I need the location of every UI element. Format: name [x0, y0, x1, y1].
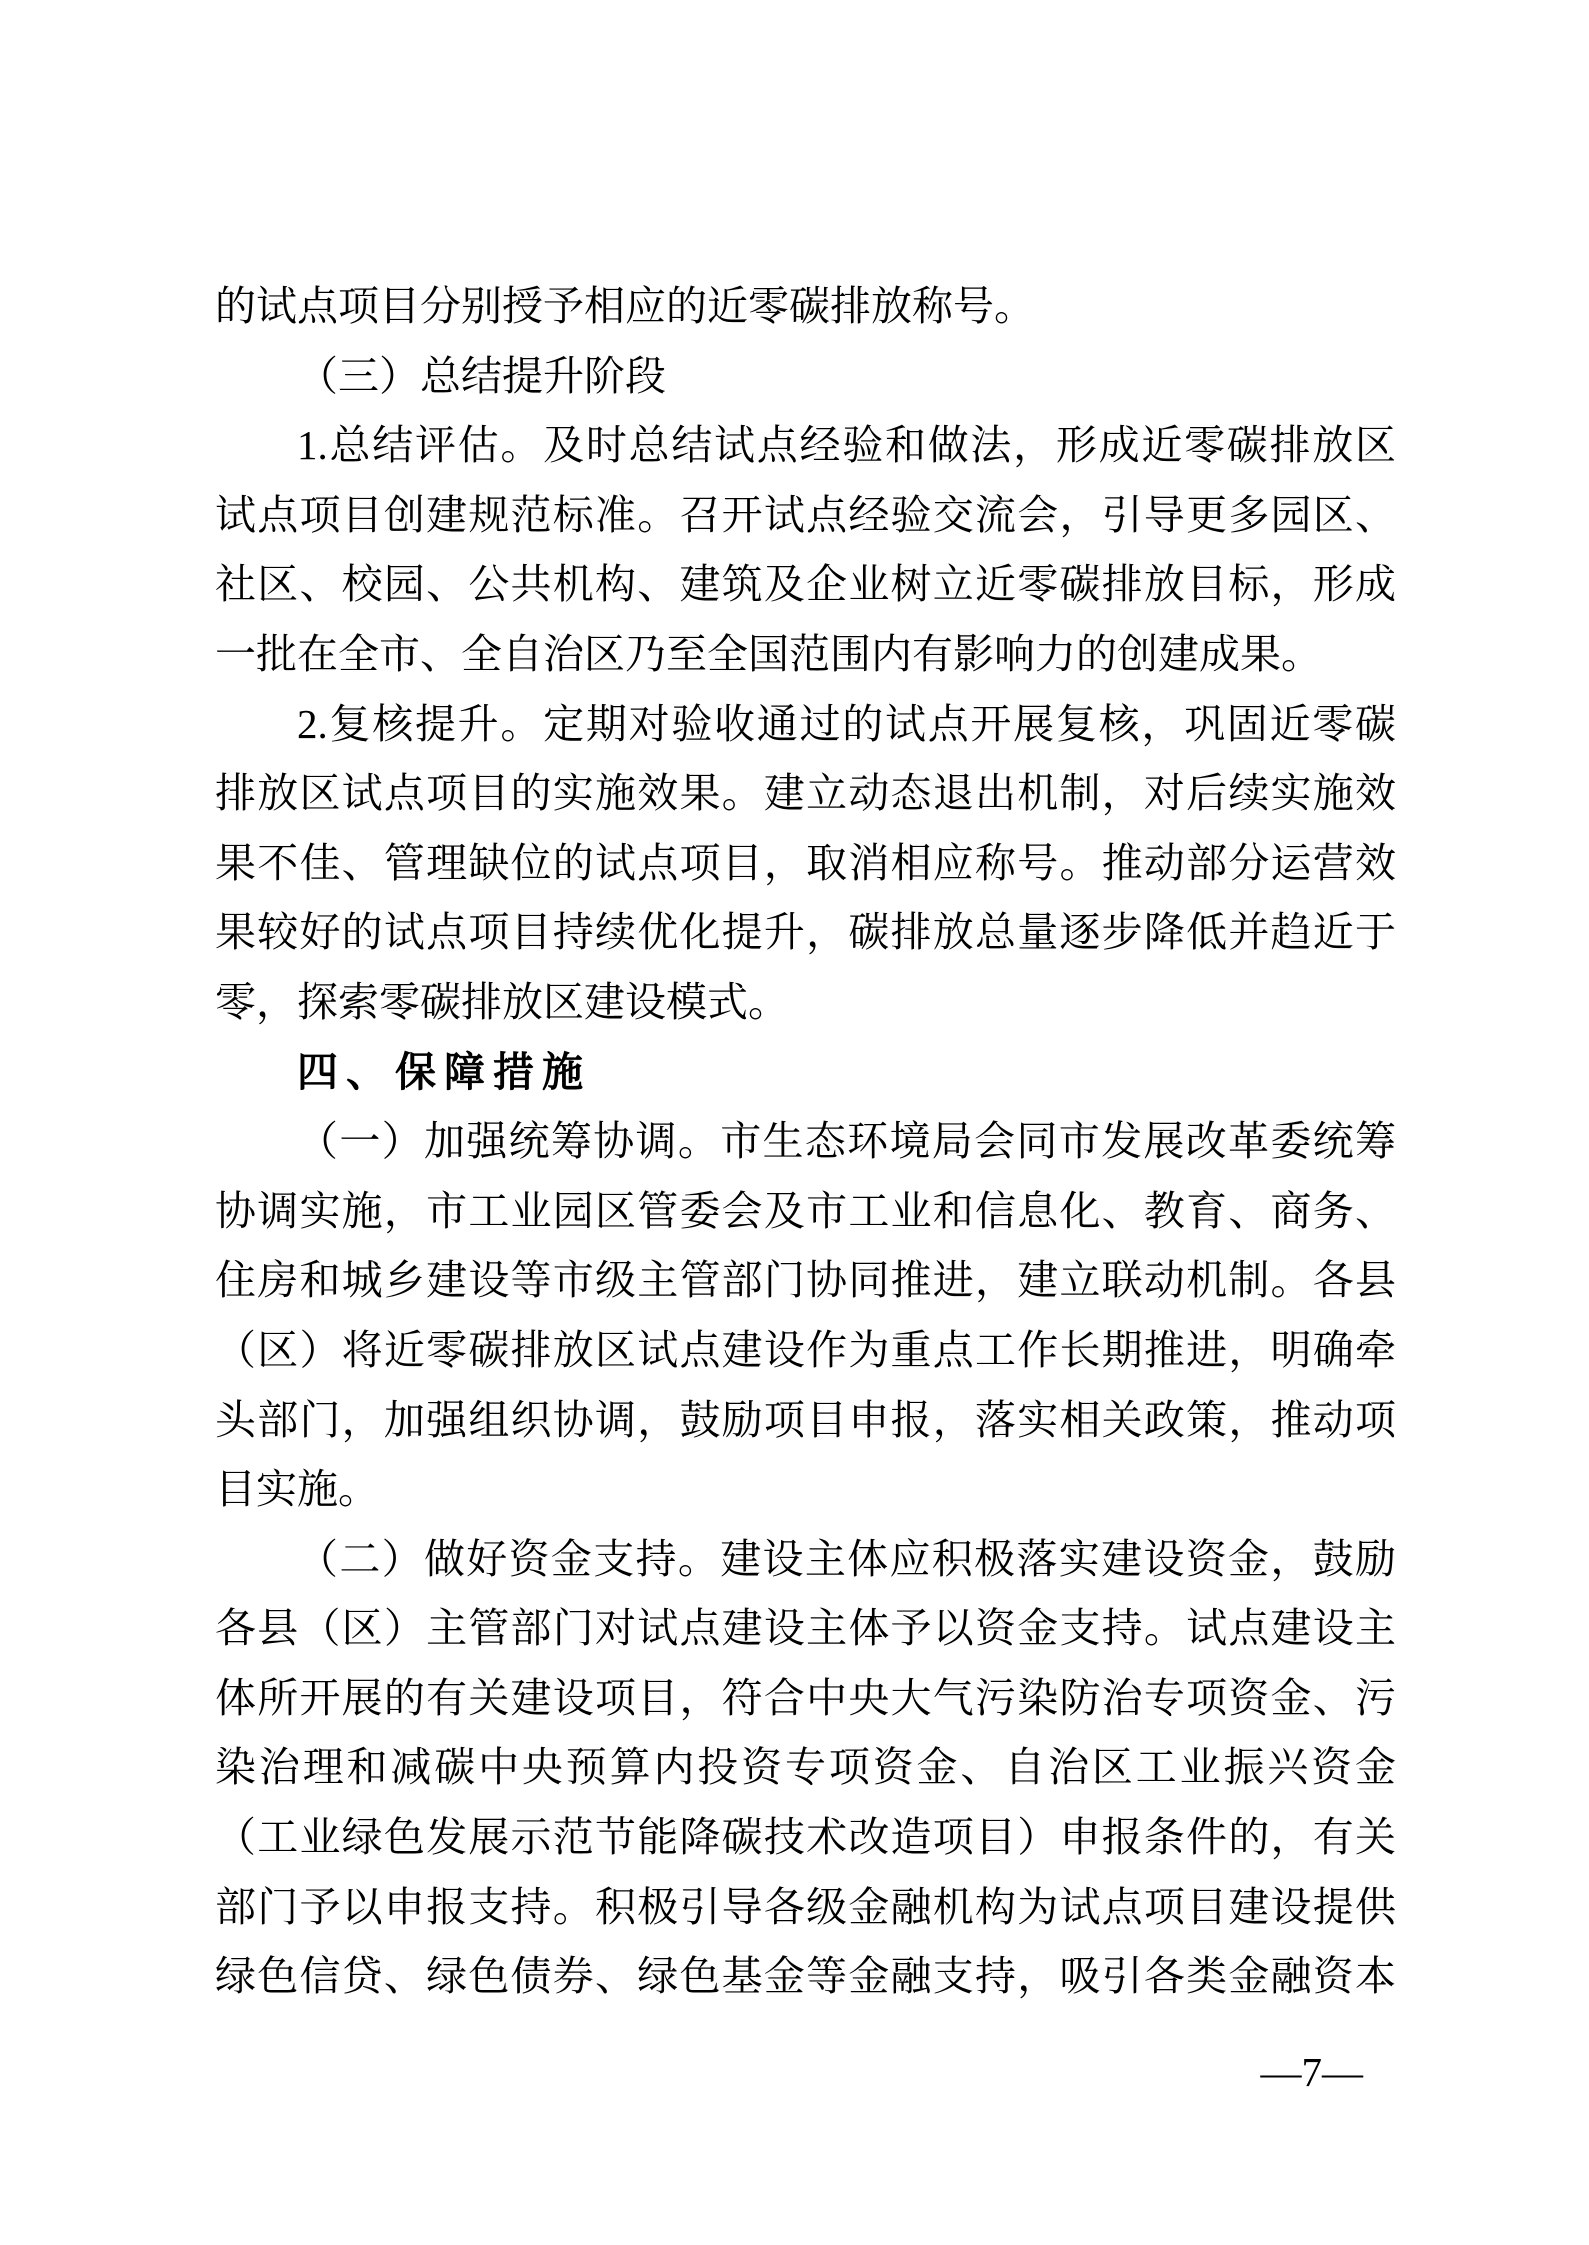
page-footer [1261, 2042, 1364, 2102]
text-line: 果不佳、管理缺位的试点项目，取消相应称号。推动部分运营效 [215, 839, 1396, 886]
text-line: 零，探索零碳排放区建设模式。 [215, 978, 789, 1025]
text-line: （三）总结提升阶段 [297, 352, 666, 399]
text-line: 社区、校园、公共机构、建筑及企业树立近零碳排放目标，形成 [215, 561, 1396, 608]
text-line: 协调实施，市工业园区管委会及市工业和信息化、教育、商务、 [215, 1187, 1396, 1234]
text-line: 绿色信贷、绿色债券、绿色基金等金融支持，吸引各类金融资本 [215, 1953, 1396, 2000]
text-line: 排放区试点项目的实施效果。建立动态退出机制，对后续实施效 [215, 770, 1396, 817]
text-line: 体所开展的有关建设项目，符合中央大气污染防治专项资金、污 [215, 1674, 1396, 1721]
text-line: 头部门，加强组织协调，鼓励项目申报，落实相关政策，推动项 [215, 1396, 1396, 1443]
text-line: 果较好的试点项目持续优化提升，碳排放总量逐步降低并趋近于 [215, 909, 1396, 956]
text-line: （二）做好资金支持。建设主体应积极落实建设资金，鼓励 [297, 1535, 1396, 1582]
text-line: 染治理和减碳中央预算内投资专项资金、自治区工业振兴资金 [215, 1744, 1396, 1791]
text-line: （一）加强统筹协调。市生态环境局会同市发展改革委统筹 [297, 1118, 1396, 1165]
text-line: （区）将近零碳排放区试点建设作为重点工作长期推进，明确牵 [215, 1326, 1396, 1373]
text-line: 2.复核提升。定期对验收通过的试点开展复核，巩固近零碳 [297, 700, 1396, 747]
text-line: 1.总结评估。及时总结试点经验和做法，形成近零碳排放区 [297, 422, 1396, 469]
text-line: 部门予以申报支持。积极引导各级金融机构为试点项目建设提供 [215, 1883, 1396, 1930]
text-line: 住房和城乡建设等市级主管部门协同推进，建立联动机制。各县 [215, 1257, 1396, 1304]
text-line: （工业绿色发展示范节能降碳技术改造项目）申报条件的，有关 [215, 1814, 1396, 1861]
text-line: 的试点项目分别授予相应的近零碳排放称号。 [215, 283, 1035, 329]
text-line: 试点项目创建规范标准。召开试点经验交流会，引导更多园区、 [215, 491, 1396, 538]
section-heading: 四、保障措施 [297, 1048, 591, 1095]
text-line: 目实施。 [215, 1466, 379, 1513]
page-number: —7— [1260, 2049, 1363, 2095]
text-line: 各县（区）主管部门对试点建设主体予以资金支持。试点建设主 [215, 1605, 1396, 1652]
document-body [215, 272, 1396, 2012]
text-line: 一批在全市、全自治区乃至全国范围内有影响力的创建成果。 [215, 630, 1322, 677]
